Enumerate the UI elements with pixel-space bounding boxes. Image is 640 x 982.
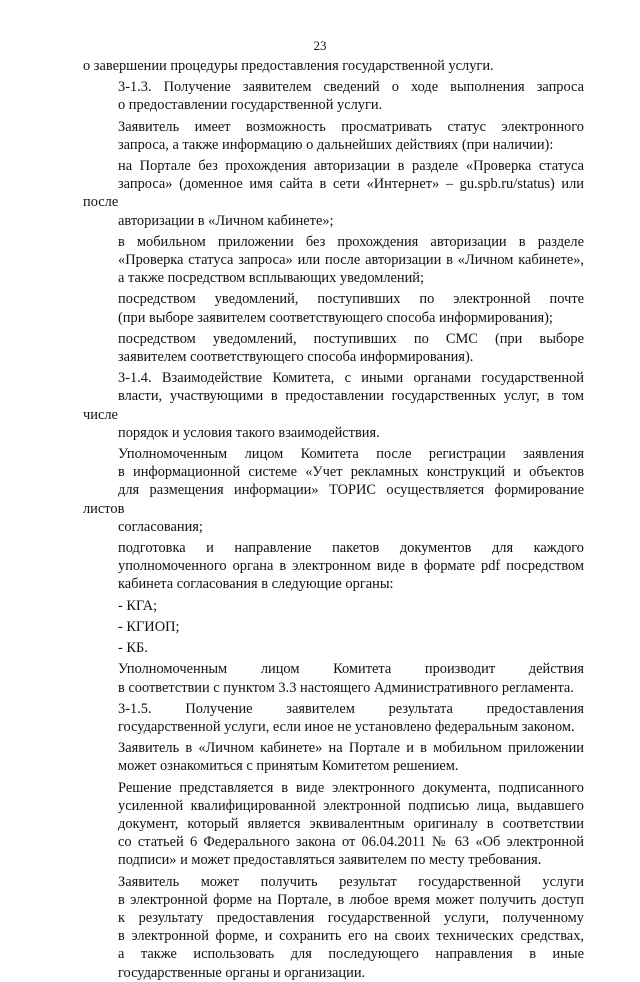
paragraph	[83, 739, 584, 775]
list-item	[83, 639, 584, 657]
paragraph	[83, 873, 584, 982]
text-line: Заявитель имеет возможность просматривать статус электронного	[118, 118, 584, 135]
text-line: а также посредством всплывающих уведомлений;	[118, 270, 425, 287]
text-line: Решение представляется в виде электронного документа, подписанного	[118, 779, 584, 796]
list-item	[83, 597, 584, 615]
text-line: власти, участвующими в предоставлении государственных услуг, в том числе	[83, 388, 584, 423]
paragraph	[83, 369, 584, 442]
text-line: Заявитель в «Личном кабинете» на Портале и в мобильном приложении	[118, 740, 584, 757]
paragraph	[83, 445, 584, 536]
text-line: а также использовать для последующего направления в иные	[118, 946, 584, 963]
paragraph	[83, 118, 584, 154]
text-line: о предоставлении государственной услуги.	[118, 97, 383, 114]
text-line: согласования;	[118, 518, 203, 535]
text-line: Уполномоченным лицом Комитета после регистрации заявления	[118, 446, 584, 463]
paragraph	[83, 330, 584, 366]
text-line: 3-1.3. Получение заявителем сведений о ходе выполнения запроса	[118, 79, 584, 96]
text-line: в электронной форме на Портале, в любое время может получить доступ	[118, 891, 584, 908]
text-line: в электронной форме, и сохранить его на своих технических средствах,	[118, 928, 584, 945]
paragraph	[83, 290, 584, 326]
text-line: государственные органы и организации.	[118, 964, 366, 981]
text-line: документ, который является эквивалентным оригиналу в соответствии	[118, 815, 584, 832]
text-line: 3-1.5. Получение заявителем результата предоставления	[118, 700, 584, 717]
text-line: кабинета согласования в следующие органы:	[118, 576, 394, 593]
text-line: 3-1.4. Взаимодействие Комитета, с иными органами государственной	[118, 370, 584, 387]
text-line: (при выборе заявителем соответствующего способа информирования);	[118, 309, 553, 326]
paragraph	[83, 157, 584, 230]
text-line: - КГИОП;	[118, 618, 180, 635]
text-line: со статьей 6 Федерального закона от 06.04.2011 № 63 «Об электронной	[118, 834, 584, 851]
paragraph	[83, 539, 584, 594]
text-line: подписи» и может предоставляться заявителем по месту требования.	[118, 852, 542, 869]
text-line: в соответствии с пунктом 3.3 настоящего Административного регламента.	[118, 679, 574, 696]
text-line: Заявитель может получить результат государственной услуги	[118, 873, 584, 890]
text-line: авторизации в «Личном кабинете»;	[118, 212, 334, 229]
paragraph	[83, 660, 584, 696]
text-line: в информационной системе «Учет рекламных конструкций и объектов	[118, 464, 584, 481]
page-number: 23	[313, 38, 327, 53]
document-body	[83, 57, 584, 982]
text-line: в мобильном приложении без прохождения авторизации в разделе	[118, 233, 584, 250]
text-line: к результату предоставления государственной услуги, полученному	[118, 909, 584, 926]
list-item	[83, 618, 584, 636]
text-line: запроса, а также информацию о дальнейших действиях (при наличии):	[118, 136, 554, 153]
text-line: посредством уведомлений, поступивших по электронной почте	[118, 291, 584, 308]
text-line: о завершении процедуры предоставления государственной услуги.	[83, 58, 494, 74]
text-line: на Портале без прохождения авторизации в разделе «Проверка статуса	[118, 158, 584, 175]
text-line: посредством уведомлений, поступивших по СМС (при выборе	[118, 330, 584, 347]
paragraph	[83, 779, 584, 870]
text-line: государственной услуги, если иное не установлено федеральным законом.	[118, 718, 575, 735]
text-line: уполномоченного органа в электронном виде в формате pdf посредством	[118, 558, 584, 575]
text-line: запроса» (доменное имя сайта в сети «Интернет» – gu.spb.ru/status) или после	[83, 176, 584, 211]
paragraph	[83, 233, 584, 288]
paragraph	[83, 57, 584, 75]
text-line: подготовка и направление пакетов документов для каждого	[118, 540, 584, 557]
paragraph	[83, 700, 584, 736]
text-line: заявителем соответствующего способа информирования).	[118, 349, 474, 366]
paragraph	[83, 78, 584, 114]
text-line: для размещения информации» ТОРИС осуществляется формирование листов	[83, 482, 584, 517]
text-line: может ознакомиться с принятым Комитетом решением.	[118, 758, 459, 775]
text-line: - КГА;	[118, 597, 158, 614]
text-line: усиленной квалифицированной электронной подписью лица, выдавшего	[118, 797, 584, 814]
text-line: - КБ.	[118, 640, 148, 657]
text-line: порядок и условия такого взаимодействия.	[118, 424, 380, 441]
text-line: Уполномоченным лицом Комитета производит действия	[118, 661, 584, 678]
text-line: «Проверка статуса запроса» или после авторизации в «Личном кабинете»,	[118, 252, 584, 269]
